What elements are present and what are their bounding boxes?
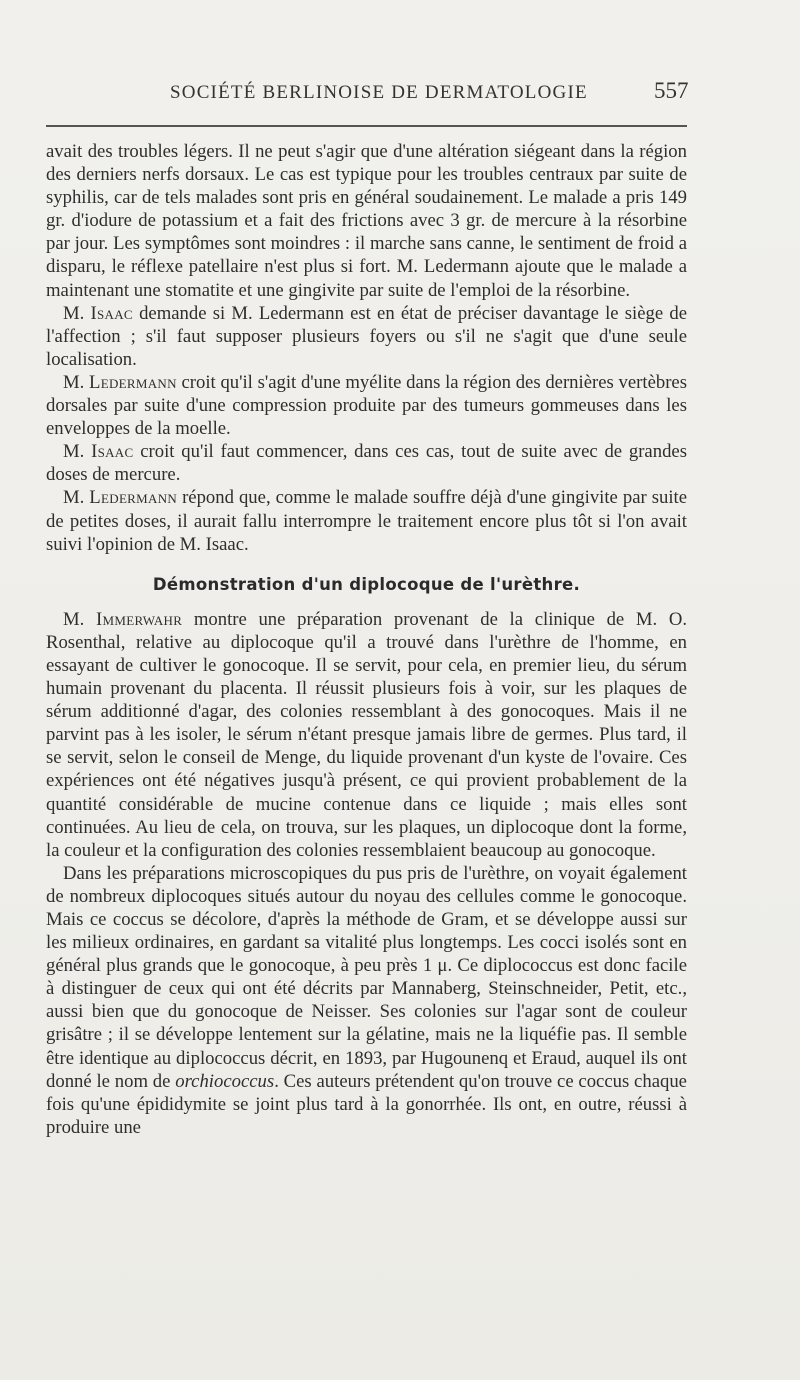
paragraph-5 bbox=[46, 486, 687, 555]
speaker-prefix: M. bbox=[63, 487, 90, 509]
section-title: Démonstration d'un diplocoque de l'urèthre. bbox=[152, 574, 581, 594]
paragraph-text: croit qu'il s'agit d'une myélite dans la région des dernières vertèbres dorsales par suite d'une compression produite par des tumeurs gommeuses dans les enveloppes de la moelle. bbox=[46, 371, 687, 440]
paragraph-text: Dans les préparations microscopiques du pus pris de l'urèthre, on voyait également de nombreux diplocoques situés autour du noyau des cellules comme le gonocoque. Mais ce coccus se décolore, d'après la méthode de Gram, et se développe aussi sur les milieux ordinaires, en gardant sa vitalité plus longtemps. Les cocci isolés sont en général plus grands que le gonocoque, à peu près 1 μ. Ce diplococcus est donc facile à distinguer de ceux qui ont été décrits par Mannaberg, Steinschneider, Petit, etc., aussi bien que du gonocoque de Neisser. Ses colonies sur l'agar sont de couleur grisâtre ; il se développe lentement sur la gélatine, mais ne la liquéfie pas. Il semble être identique au diplococcus décrit, en 1893, par Hugounenq et Eraud, auquel ils ont donné le nom de bbox=[46, 862, 687, 1092]
page-number: 557 bbox=[654, 78, 689, 103]
speaker-prefix: M. bbox=[63, 371, 89, 393]
body-text bbox=[46, 140, 687, 1139]
species-name: orchiococcus bbox=[175, 1070, 275, 1092]
speaker-name: Immerwahr bbox=[95, 608, 183, 630]
paragraph-text: demande si M. Ledermann est en état de préciser davantage le siège de l'affection ; s'il faut supposer plusieurs foyers ou s'il ne s'agit que d'une seule localisation. bbox=[46, 302, 688, 370]
paragraph-7 bbox=[46, 862, 687, 1139]
paragraph-text-continued: . Ces auteurs prétendent qu'on trouve ce coccus chaque fois qu'une épididymite se joint plus tard à la gonorrhée. Ils ont, en outre, réussi à produire une bbox=[46, 1070, 687, 1138]
paragraph-2 bbox=[46, 302, 687, 371]
speaker-name: Isaac bbox=[90, 302, 133, 324]
header-rule bbox=[46, 125, 687, 127]
running-title: SOCIÉTÉ BERLINOISE DE DERMATOLOGIE bbox=[170, 82, 588, 103]
speaker-prefix: M. bbox=[63, 302, 91, 324]
paragraph-6 bbox=[46, 608, 687, 862]
speaker-prefix: M. bbox=[63, 441, 92, 463]
page-header bbox=[0, 78, 800, 112]
paragraph-1: avait des troubles légers. Il ne peut s'agir que d'une altération siégeant dans la région des derniers nerfs dorsaux. Le cas est typique pour les troubles centraux par suite de syphilis, car de tels malades sont pris en général soudainement. Le malade a pris 149 gr. d'iodure de potassium et a fait des frictions avec 3 gr. de mercure à la résorbine par jour. Les symptômes sont moindres : il marche sans canne, le sentiment de froid a disparu, le réflexe patellaire n'est plus si fort. M. Ledermann ajoute que le malade a maintenant une stomatite et une gingivite par suite de l'emploi de la résorbine. bbox=[46, 141, 687, 301]
speaker-prefix: M. bbox=[63, 608, 96, 630]
paragraph-3 bbox=[46, 371, 687, 440]
speaker-name: Ledermann bbox=[89, 371, 177, 393]
paragraph-text: montre une préparation provenant de la clinique de M. O. Rosenthal, relative au diplocoque qu'il a trouvé dans l'urèthre de l'homme, en essayant de cultiver le gonocoque. Il se servit, pour cela, en premier lieu, du sérum humain provenant du placenta. Il réussit plusieurs fois à voir, sur les plaques de sérum additionné d'agar, des colonies ressemblant à des gonocoques. Mais il ne parvint pas à les isoler, le sérum n'étant presque jamais libre de germes. Plus tard, il se servit, selon le conseil de Menge, du liquide provenant d'un kyste de l'ovaire. Ces expériences ont été négatives jusqu'à présent, ce qui provient probablement de la quantité considérable de mucine contenue dans ce liquide ; mais elles sont continuées. Au lieu de cela, on trouva, sur les plaques, un diplocoque dont la forme, la couleur et la configuration des colonies ressemblaient beaucoup au gonocoque. bbox=[46, 608, 688, 861]
paragraph-4 bbox=[46, 440, 687, 486]
speaker-name: Ledermann bbox=[89, 487, 178, 509]
paragraph-text: répond que, comme le malade souffre déjà d'une gingivite par suite de petites doses, il aurait fallu interrompre le traitement encore plus tôt si l'on avait suivi l'opinion de M. Isaac. bbox=[46, 487, 687, 555]
speaker-name: Isaac bbox=[91, 441, 134, 463]
paragraph-text: croit qu'il faut commencer, dans ces cas, tout de suite avec de grandes doses de mercure. bbox=[46, 441, 687, 486]
